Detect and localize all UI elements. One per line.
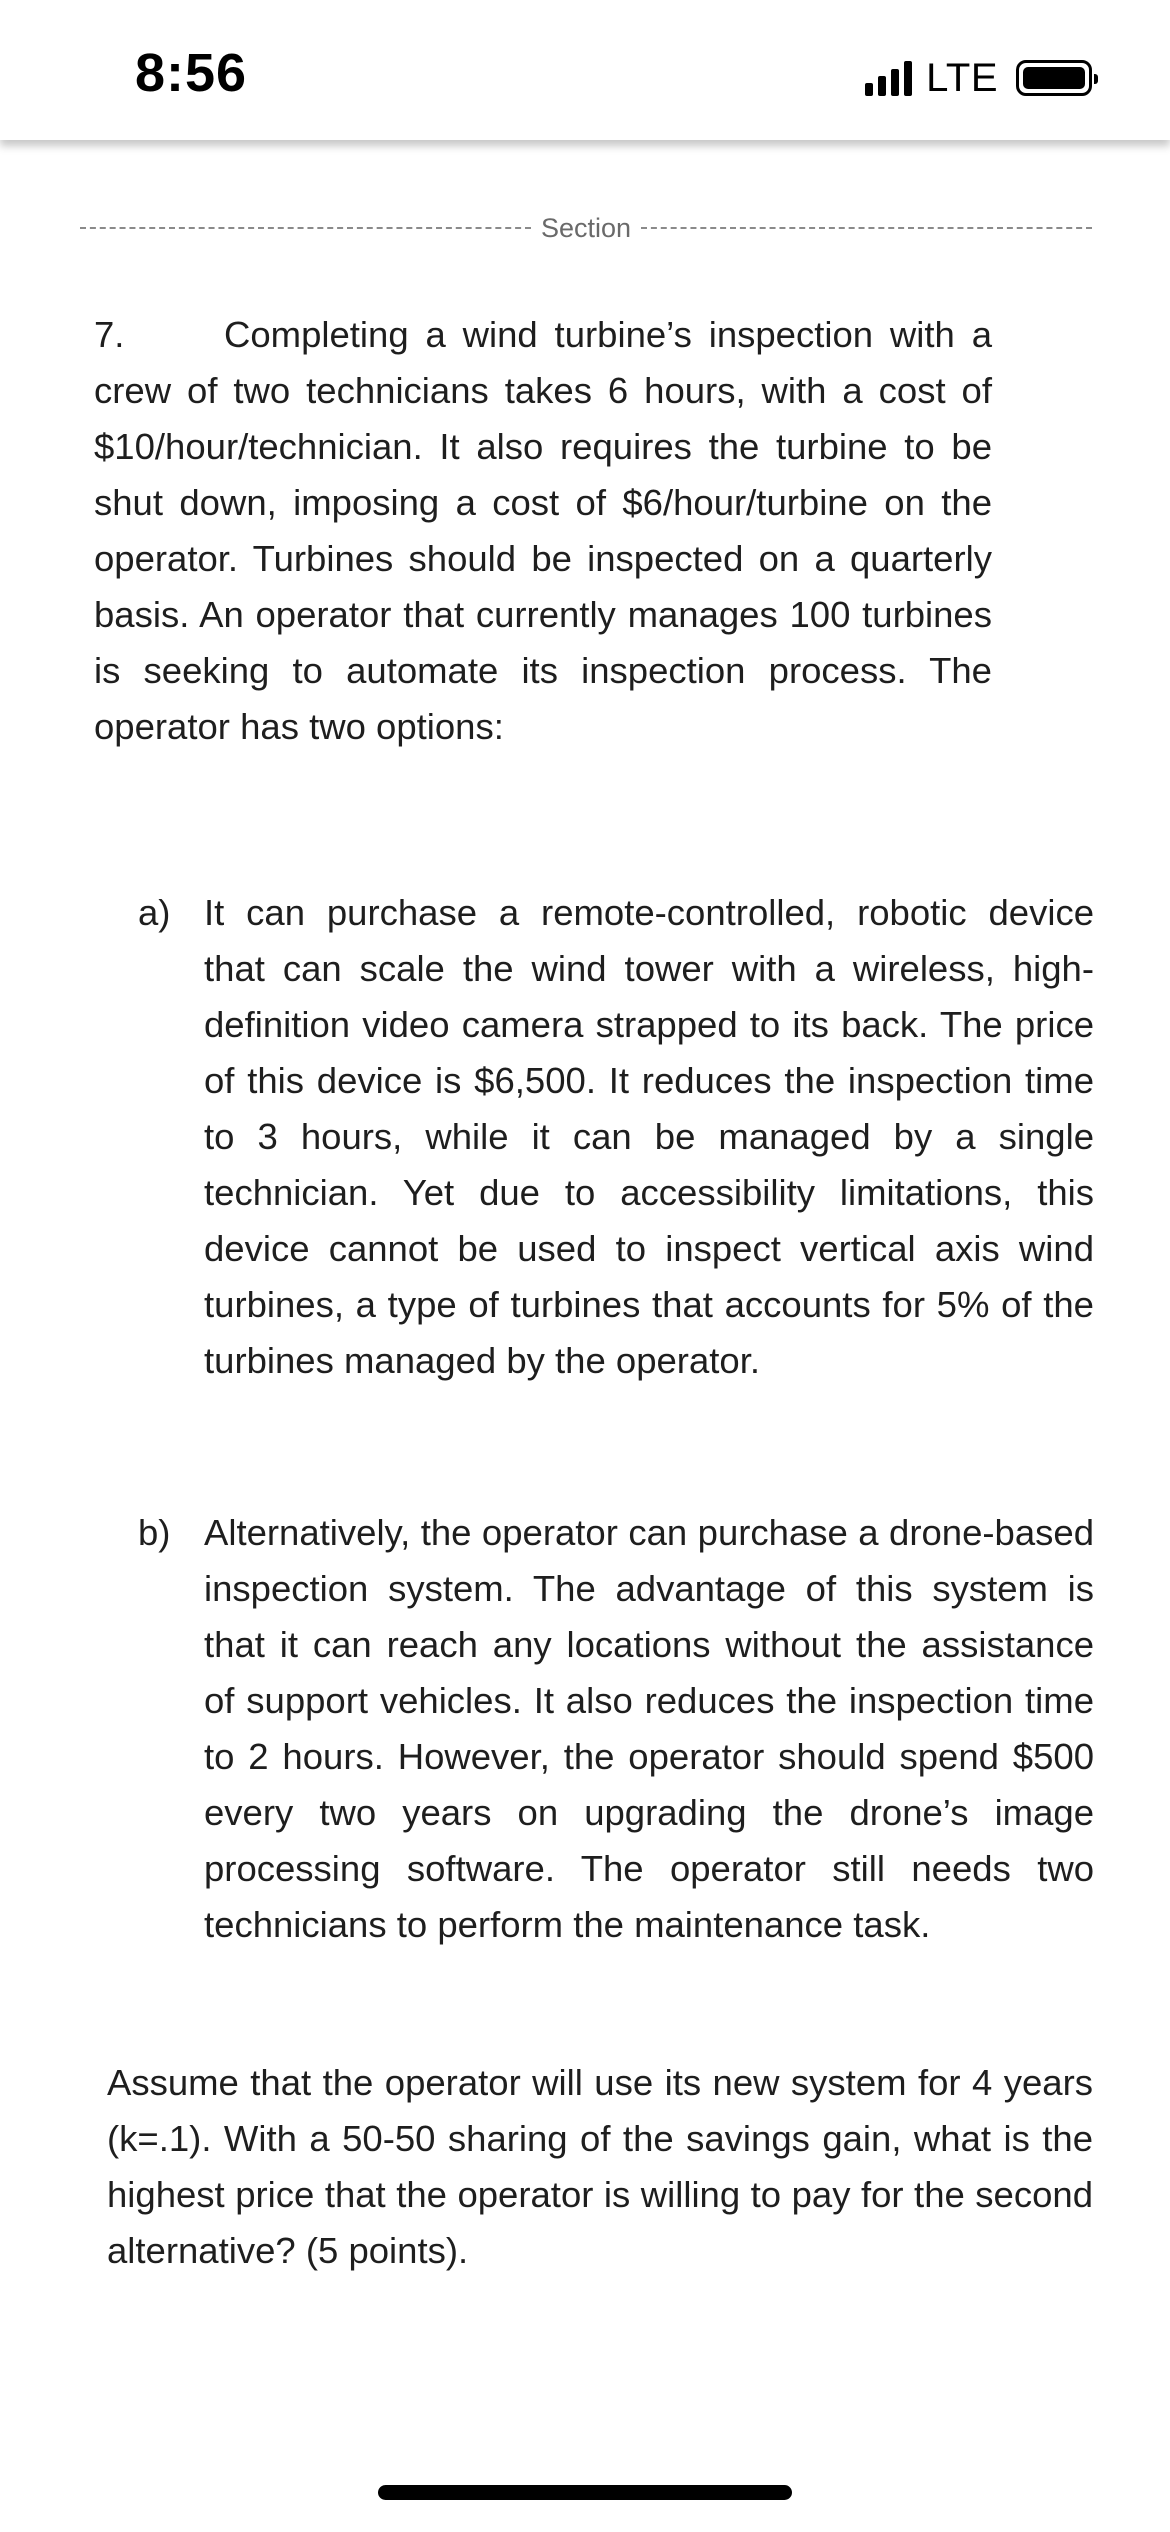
option-text: Alternatively, the operator can purchase a drone-based inspection system. The advantage of this system is that it can reach any locations without the assistance of support vehicles. It also reduces the inspection time to 2 hours. However, the operator should spend $500 every two years on upgrading the drone’s image processing software. The operator still needs two technicians to perform the maintenance task. <box>204 1512 1094 1945</box>
battery-icon <box>1016 60 1092 96</box>
network-type: LTE <box>926 55 998 100</box>
option-letter: a) <box>138 892 171 933</box>
section-divider <box>80 210 1092 246</box>
option-text: It can purchase a remote-controlled, robotic device that can scale the wind tower with a wireless, high-definition video camera strapped to its back. The price of this device is $6,500. It reduces the inspection time to 3 hours, while it can be managed by a single technician. Yet due to accessibility limitations, this device cannot be used to inspect vertical axis wind turbines, a type of turbines that accounts for 5% of the turbines managed by the operator. <box>204 892 1094 1381</box>
status-indicators <box>865 55 1092 100</box>
status-time: 8:56 <box>135 43 248 103</box>
option-a <box>138 885 1094 1389</box>
option-letter: b) <box>138 1512 171 1553</box>
option-b <box>138 1505 1094 1953</box>
section-rule-left <box>80 227 531 229</box>
question-paragraph <box>94 307 992 755</box>
section-label: Section <box>540 212 632 243</box>
question-number: 7. <box>94 314 125 355</box>
section-rule-right <box>641 227 1092 229</box>
closing-paragraph: Assume that the operator will use its new system for 4 years (k=.1). With a 50-50 sharing of the savings gain, what is the highest price that the operator is willing to pay for the second alternative? (5 points). <box>107 2062 1093 2271</box>
signal-bars-icon <box>865 60 912 96</box>
home-indicator[interactable] <box>378 2485 792 2500</box>
status-bar <box>0 0 1170 140</box>
question-text: Completing a wind turbine’s inspection with a crew of two technicians takes 6 hours, with a cost of $10/hour/technician. It also requires the turbine to be shut down, imposing a cost of $6/hour/turbine on the operator. Turbines should be inspected on a quarterly basis. An operator that currently manages 100 turbines is seeking to automate its inspection process. The operator has two options: <box>94 314 992 747</box>
